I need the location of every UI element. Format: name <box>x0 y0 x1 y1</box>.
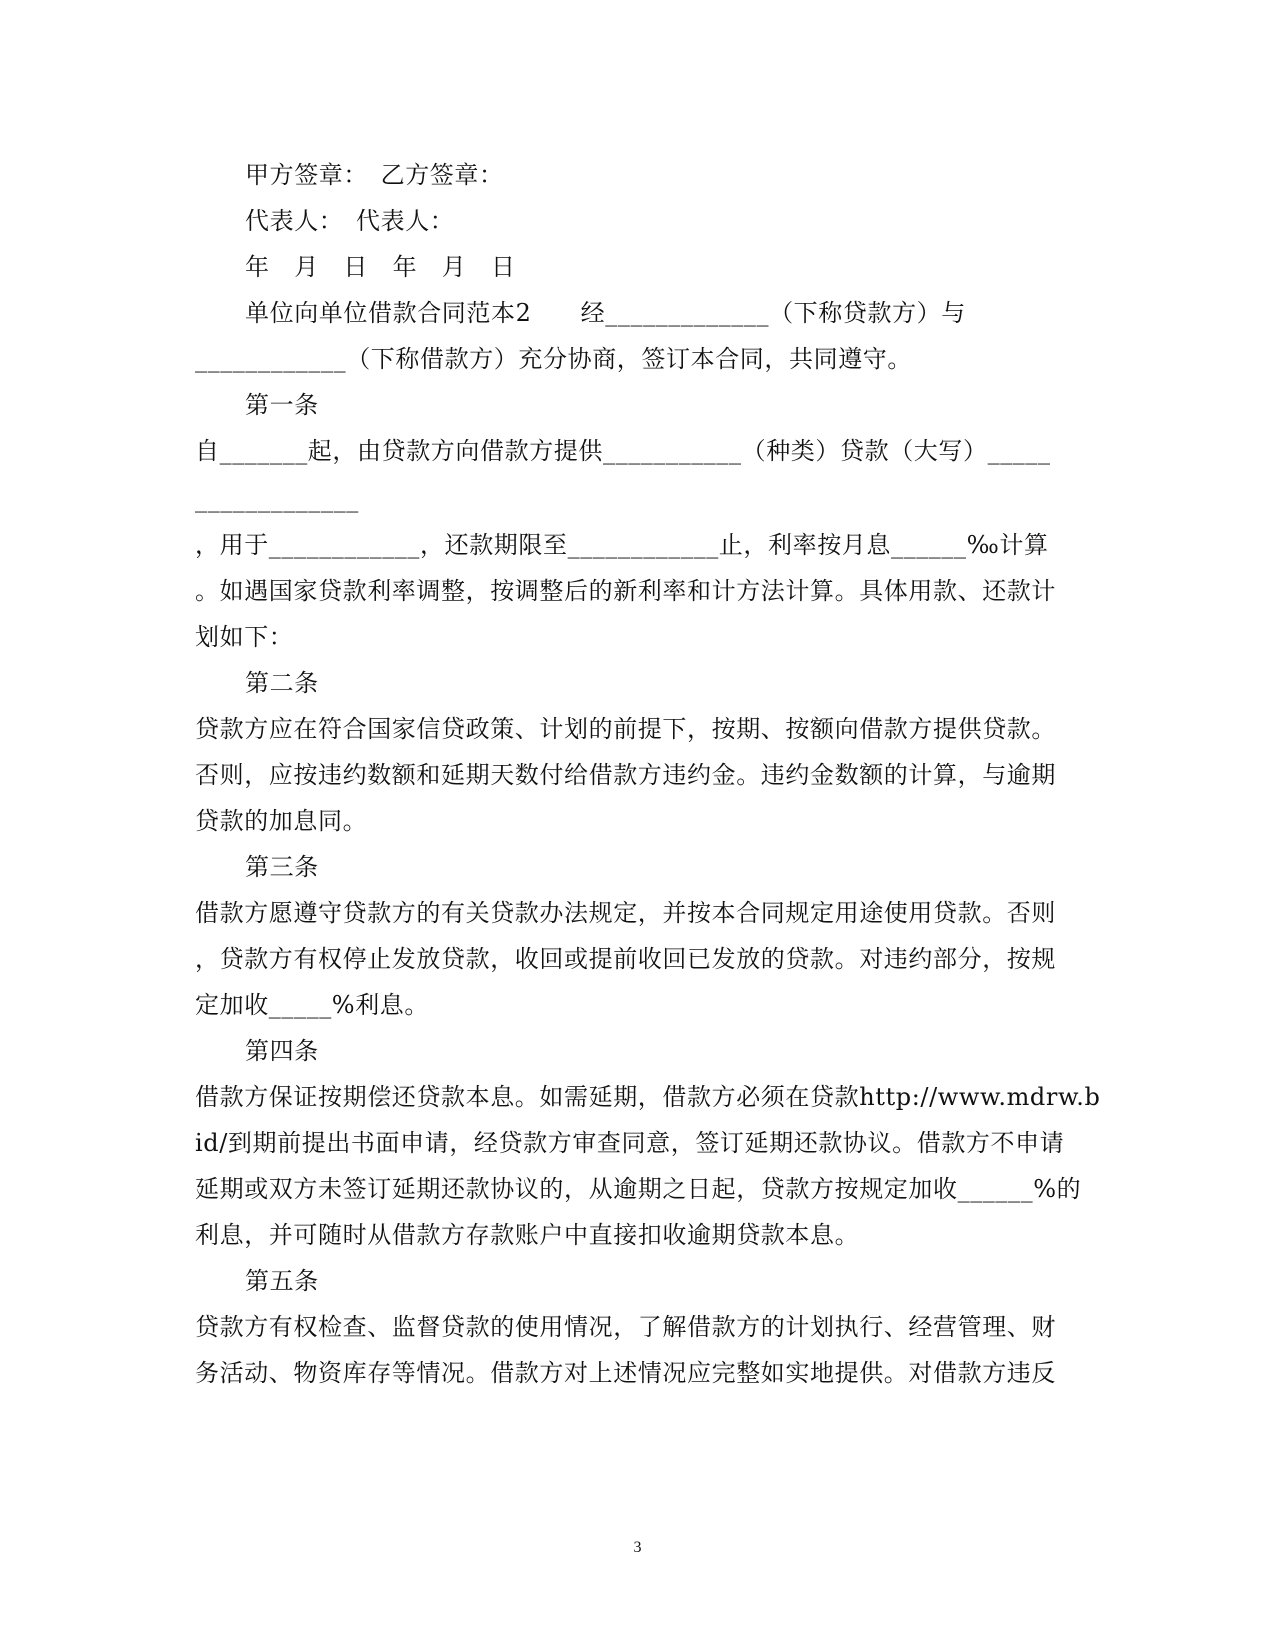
article-4-heading: 第四条 <box>245 1037 319 1065</box>
article-4-text-line: id/到期前提出书面申请，经贷款方审查同意，签订延期还款协议。借款方不申请 <box>195 1129 1065 1157</box>
article-4-text-line: 利息，并可随时从借款方存款账户中直接扣收逾期贷款本息。 <box>195 1221 860 1249</box>
article-1-text-line: ，用于____________，还款期限至____________止，利率按月息______‰计算 <box>195 531 1049 559</box>
article-5-text-line: 贷款方有权检查、监督贷款的使用情况，了解借款方的计划执行、经营管理、财 <box>195 1313 1056 1341</box>
article-2-text-line: 贷款的加息同。 <box>195 807 368 835</box>
article-3-text-line: 定加收_____%利息。 <box>195 991 430 1019</box>
article-3-text-line: 借款方愿遵守贷款方的有关贷款办法规定，并按本合同规定用途使用贷款。否则 <box>195 899 1056 927</box>
article-1-text-line: _____________ <box>195 485 359 513</box>
article-1-text-line: 。如遇国家贷款利率调整，按调整后的新利率和计方法计算。具体用款、还款计 <box>195 577 1056 605</box>
article-1-text-line: 自_______起，由贷款方向借款方提供___________（种类）贷款（大写）_____ <box>195 437 1051 465</box>
article-3-heading: 第三条 <box>245 853 319 881</box>
article-1-heading: 第一条 <box>245 391 319 419</box>
signature-line-dates: 年 月 日 年 月 日 <box>245 253 516 281</box>
article-5-heading: 第五条 <box>245 1267 319 1295</box>
article-4-text-line: 借款方保证按期偿还贷款本息。如需延期，借款方必须在贷款http://www.mdrw.b <box>195 1083 1101 1111</box>
article-2-heading: 第二条 <box>245 669 319 697</box>
article-2-text-line: 否则，应按违约数额和延期天数付给借款方违约金。违约金数额的计算，与逾期 <box>195 761 1056 789</box>
article-2-text-line: 贷款方应在符合国家信贷政策、计划的前提下，按期、按额向借款方提供贷款。 <box>195 715 1056 743</box>
contract-intro-line: ____________（下称借款方）充分协商，签订本合同，共同遵守。 <box>195 345 912 373</box>
article-4-text-line: 延期或双方未签订延期还款协议的，从逾期之日起，贷款方按规定加收______%的 <box>195 1175 1082 1203</box>
signature-line-parties: 甲方签章： 乙方签章： <box>245 161 504 189</box>
article-5-text-line: 务活动、物资库存等情况。借款方对上述情况应完整如实地提供。对借款方违反 <box>195 1359 1056 1387</box>
signature-line-representatives: 代表人： 代表人： <box>245 207 455 235</box>
article-1-text-line: 划如下： <box>195 623 294 651</box>
article-3-text-line: ，贷款方有权停止发放贷款，收回或提前收回已发放的贷款。对违约部分，按规 <box>195 945 1056 973</box>
page-number: 3 <box>633 1539 642 1556</box>
contract-title-line: 单位向单位借款合同范本2 经_____________（下称贷款方）与 <box>245 299 966 327</box>
